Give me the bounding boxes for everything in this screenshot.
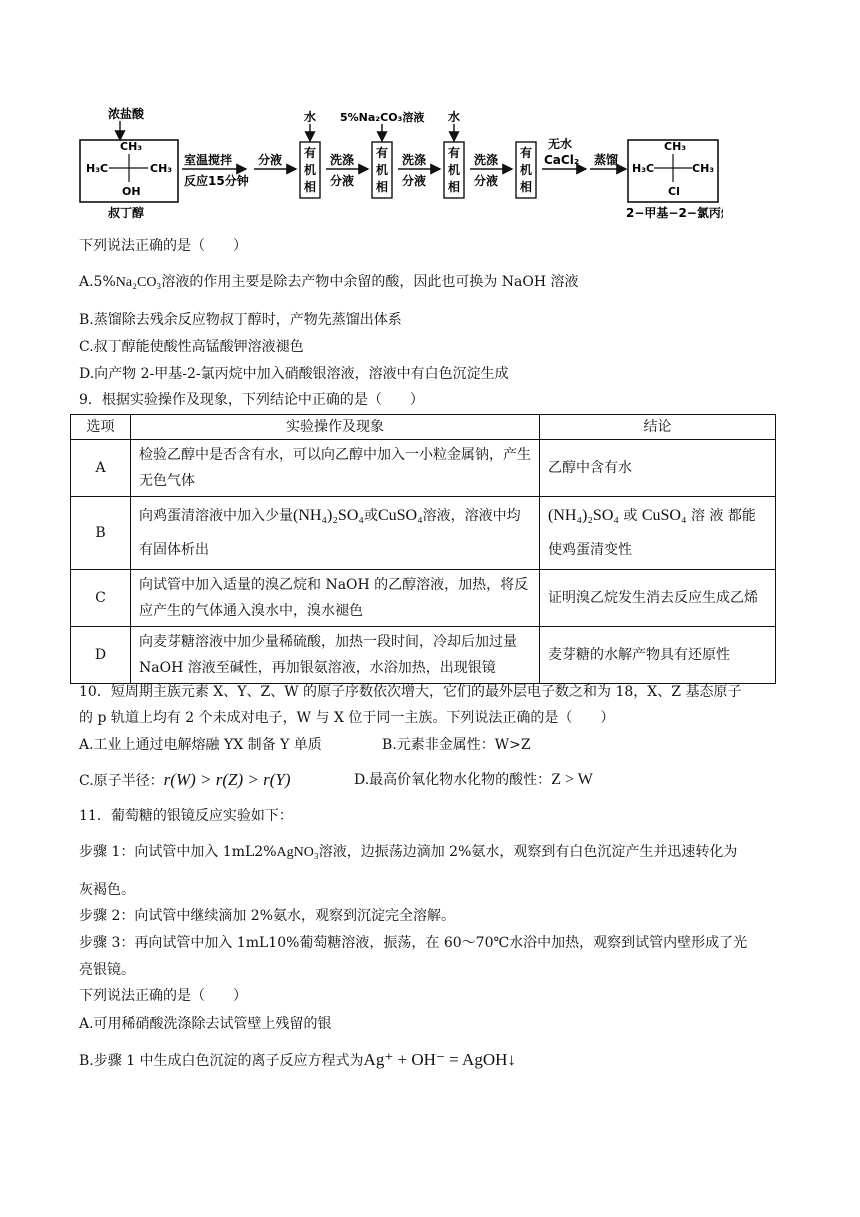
water2-label: 水	[448, 110, 461, 124]
q11-step1: 步骤 1：向试管中加入 1mL2%AgNO₃溶液，边振荡边滴加 2%氨水，观察到有白色沉淀产生并迅速转化为	[79, 844, 738, 860]
drying-label: 无水	[548, 137, 573, 151]
q8-option-b: B.蒸馏除去残余反应物叔丁醇时，产物先蒸馏出体系	[79, 312, 402, 328]
q10-option-b: B.元素非金属性：W>Z	[382, 737, 531, 753]
row-operation: 检验乙醇中是否含有水，可以向乙醇中加入一小粒金属钠，产生无色气体	[131, 440, 540, 497]
start-compound-name: 叔丁醇	[108, 206, 145, 220]
svg-text:有: 有	[376, 146, 389, 160]
q10-stem-line2: 的 p 轨道上均有 2 个未成对电子，W 与 X 位于同一主族。下列说法正确的是（ ）	[79, 710, 615, 726]
row-operation: 向麦芽糖溶液中加少量稀硫酸，加热一段时间，冷却后加过量 NaOH 溶液至碱性，再加银氨溶液，水浴加热，出现银镜	[131, 627, 540, 684]
q11-option-b: B.步骤 1 中生成白色沉淀的离子反应方程式为Ag⁺ + OH⁻ = AgOH↓	[79, 1050, 516, 1069]
q8-stem: 下列说法正确的是（ ）	[79, 238, 247, 254]
table-row	[71, 497, 776, 570]
end-compound-name: 2−甲基−2−氯丙烷	[626, 206, 723, 220]
ionic-equation: Ag⁺ + OH⁻ = AgOH↓	[363, 1050, 516, 1069]
end-cl: Cl	[668, 185, 680, 198]
start-ch3-right: CH₃	[150, 162, 173, 175]
svg-text:有: 有	[448, 146, 461, 160]
q10-option-d: D.最高价氧化物水化物的酸性：Z > W	[354, 771, 593, 788]
step1-time-label: 反应15分钟	[184, 174, 249, 188]
sep1-label: 分液	[258, 153, 283, 167]
step1-stir-label: 室温搅拌	[184, 153, 233, 167]
wash3-sep-label: 分液	[474, 174, 499, 188]
svg-text:相: 相	[448, 180, 461, 194]
table-row	[71, 570, 776, 627]
start-ch3-top: CH₃	[120, 140, 143, 153]
na2co3-label: 5%Na₂CO₃溶液	[340, 111, 425, 124]
wash2-sep-label: 分液	[402, 174, 427, 188]
row-operation: 向鸡蛋清溶液中加入少量(NH₄)₂SO₄或CuSO₄溶液，溶液中均有固体析出	[131, 497, 540, 570]
row-conclusion: 麦芽糖的水解产物具有还原性	[540, 627, 776, 684]
q11-stem: 11．葡萄糖的银镜反应实验如下：	[79, 808, 293, 824]
q10-option-c: C.原子半径：r(W) > r(Z) > r(Y)	[79, 770, 291, 789]
svg-text:机: 机	[376, 163, 389, 177]
q8-option-c: C.叔丁醇能使酸性高锰酸钾溶液褪色	[79, 339, 304, 355]
row-option: D	[71, 627, 131, 684]
header-conclusion: 结论	[540, 415, 776, 440]
q11-ask: 下列说法正确的是（ ）	[79, 988, 247, 1004]
radius-inequality: r(W) > r(Z) > r(Y)	[163, 770, 291, 789]
reagent-hcl-label: 浓盐酸	[108, 107, 145, 121]
row-conclusion: 乙醇中含有水	[540, 440, 776, 497]
q11-option-a: A.可用稀硝酸洗涤除去试管壁上残留的银	[79, 1016, 332, 1032]
drying-agent-label: CaCl₂	[544, 153, 580, 167]
header-option: 选项	[71, 415, 131, 440]
svg-text:相: 相	[520, 180, 533, 194]
row-option: A	[71, 440, 131, 497]
svg-text:机: 机	[520, 163, 533, 177]
table-row	[71, 440, 776, 497]
row-conclusion: 证明溴乙烷发生消去反应生成乙烯	[540, 570, 776, 627]
synthesis-flow-diagram	[78, 104, 723, 222]
row-option: B	[71, 497, 131, 570]
wash2-label: 洗涤	[402, 153, 427, 167]
header-operation: 实验操作及现象	[131, 415, 540, 440]
q11-step2: 步骤 2：向试管中继续滴加 2%氨水，观察到沉淀完全溶解。	[79, 908, 456, 924]
svg-text:相: 相	[304, 180, 317, 194]
svg-text:有: 有	[520, 146, 533, 160]
q11-step3-line2: 亮银镜。	[79, 962, 135, 978]
table-row	[71, 627, 776, 684]
wash3-label: 洗涤	[474, 153, 499, 167]
q9-table	[70, 414, 776, 684]
start-oh: OH	[122, 185, 141, 198]
q8-option-a: A.5%Na₂CO₃溶液的作用主要是除去产物中余留的酸，因此也可换为 NaOH 溶液	[79, 274, 579, 290]
row-conclusion: (NH₄)₂SO₄ 或 CuSO₄ 溶 液 都能使鸡蛋清变性	[540, 497, 776, 570]
end-h3c: H₃C	[632, 162, 655, 175]
na2co3-formula: Na₂CO₃	[115, 275, 162, 290]
water1-label: 水	[304, 110, 317, 124]
q9-stem: 9．根据实验操作及现象，下列结论中正确的是（ ）	[79, 392, 424, 408]
svg-text:有: 有	[304, 146, 317, 160]
svg-text:机: 机	[304, 163, 317, 177]
q10-stem-line1: 10．短周期主族元素 X、Y、Z、W 的原子序数依次增大，它们的最外层电子数之和为 18，X、Z 基态原子	[79, 684, 742, 700]
q10-option-a: A.工业上通过电解熔融 YX 制备 Y 单质	[79, 737, 322, 753]
end-ch3-top: CH₃	[664, 140, 687, 153]
distill-label: 蒸馏	[594, 153, 619, 167]
svg-text:机: 机	[448, 163, 461, 177]
q8-option-d: D.向产物 2-甲基-2-氯丙烷中加入硝酸银溶液，溶液中有白色沉淀生成	[79, 366, 509, 382]
svg-text:相: 相	[376, 180, 389, 194]
row-option: C	[71, 570, 131, 627]
agno3-formula: AgNO₃	[276, 845, 319, 860]
acidity-inequality: Z > W	[551, 771, 593, 788]
end-ch3-right: CH₃	[692, 162, 715, 175]
row-operation: 向试管中加入适量的溴乙烷和 NaOH 的乙醇溶液，加热，将反应产生的气体通入溴水中，溴水褪色	[131, 570, 540, 627]
q11-step3-line1: 步骤 3：再向试管中加入 1mL10%葡萄糖溶液，振荡，在 60～70℃水浴中加热，观察到试管内壁形成了光	[79, 935, 748, 951]
wash1-label: 洗涤	[330, 153, 355, 167]
start-h3c: H₃C	[86, 162, 109, 175]
q11-step1-cont: 灰褐色。	[79, 882, 135, 898]
wash1-sep-label: 分液	[330, 174, 355, 188]
table-header-row	[71, 415, 776, 440]
